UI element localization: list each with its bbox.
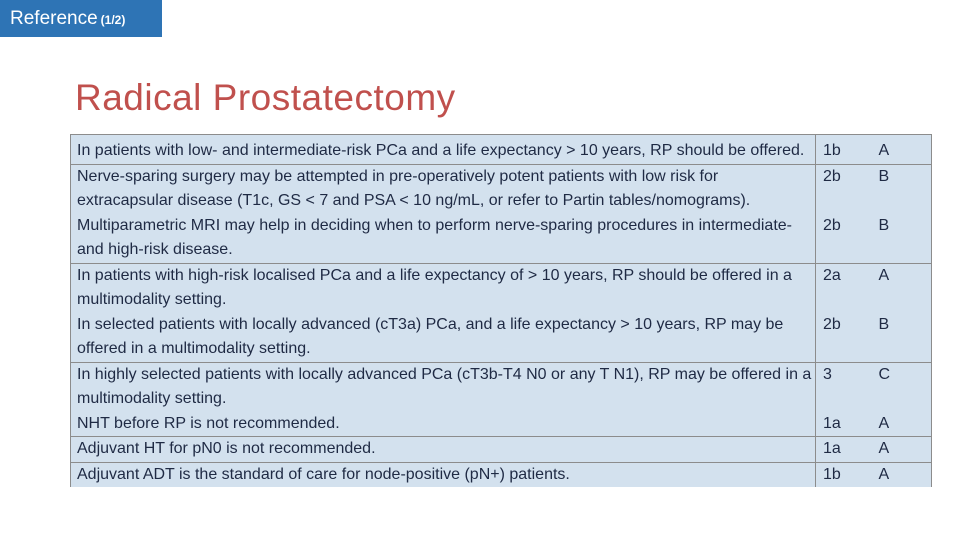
level-of-evidence: 2b [816, 164, 872, 214]
recommendation-text: Nerve-sparing surgery may be attempted in pre-operatively potent patients with low risk for extracapsular disease (T1c, GS < 7 and PSA < 10 ng/mL, or refer to Partin tables/nomograms). [71, 164, 816, 214]
level-of-evidence: 2a [816, 263, 872, 313]
reference-page-indicator: (1/2) [100, 13, 126, 27]
table-row [71, 462, 932, 487]
grade: A [872, 462, 932, 487]
grade: B [872, 313, 932, 363]
level-of-evidence: 2b [816, 313, 872, 363]
table-row [71, 135, 932, 165]
level-of-evidence: 1a [816, 437, 872, 463]
reference-label: Reference [10, 8, 98, 29]
table-row [71, 362, 932, 412]
grade: A [872, 135, 932, 165]
recommendation-text: In patients with high-risk localised PCa and a life expectancy of > 10 years, RP should be offered in a multimodality setting. [71, 263, 816, 313]
recommendations-table [70, 134, 932, 487]
level-of-evidence: 1b [816, 135, 872, 165]
grade: A [872, 412, 932, 437]
table-row [71, 412, 932, 437]
grade: B [872, 164, 932, 214]
level-of-evidence: 3 [816, 362, 872, 412]
grade: A [872, 437, 932, 463]
level-of-evidence: 1b [816, 462, 872, 487]
table-row [71, 214, 932, 264]
grade: A [872, 263, 932, 313]
table-row [71, 263, 932, 313]
recommendation-text: Multiparametric MRI may help in deciding when to perform nerve-sparing procedures in intermediate- and high-risk disease. [77, 216, 792, 258]
table-row [71, 313, 932, 363]
recommendation-text: In selected patients with locally advanced (cT3a) PCa, and a life expectancy > 10 years, RP may be offered in a multimodality setting. [77, 315, 784, 357]
page-title: Radical Prostatectomy [75, 77, 456, 118]
recommendation-text: NHT before RP is not recommended. [77, 414, 340, 432]
level-of-evidence: 1a [816, 412, 872, 437]
level-of-evidence: 2b [816, 214, 872, 264]
recommendation-text: Adjuvant ADT is the standard of care for node-positive (pN+) patients. [71, 462, 816, 487]
grade: B [872, 214, 932, 264]
table-row [71, 437, 932, 463]
reference-tab [0, 0, 162, 37]
recommendation-text: In highly selected patients with locally advanced PCa (cT3b-T4 N0 or any T N1), RP may be offered in a multimodality setting. [71, 362, 816, 412]
recommendation-text: In patients with low- and intermediate-risk PCa and a life expectancy > 10 years, RP should be offered. [71, 135, 816, 165]
table-row [71, 164, 932, 214]
recommendation-text: Adjuvant HT for pN0 is not recommended. [71, 437, 816, 463]
grade: C [872, 362, 932, 412]
